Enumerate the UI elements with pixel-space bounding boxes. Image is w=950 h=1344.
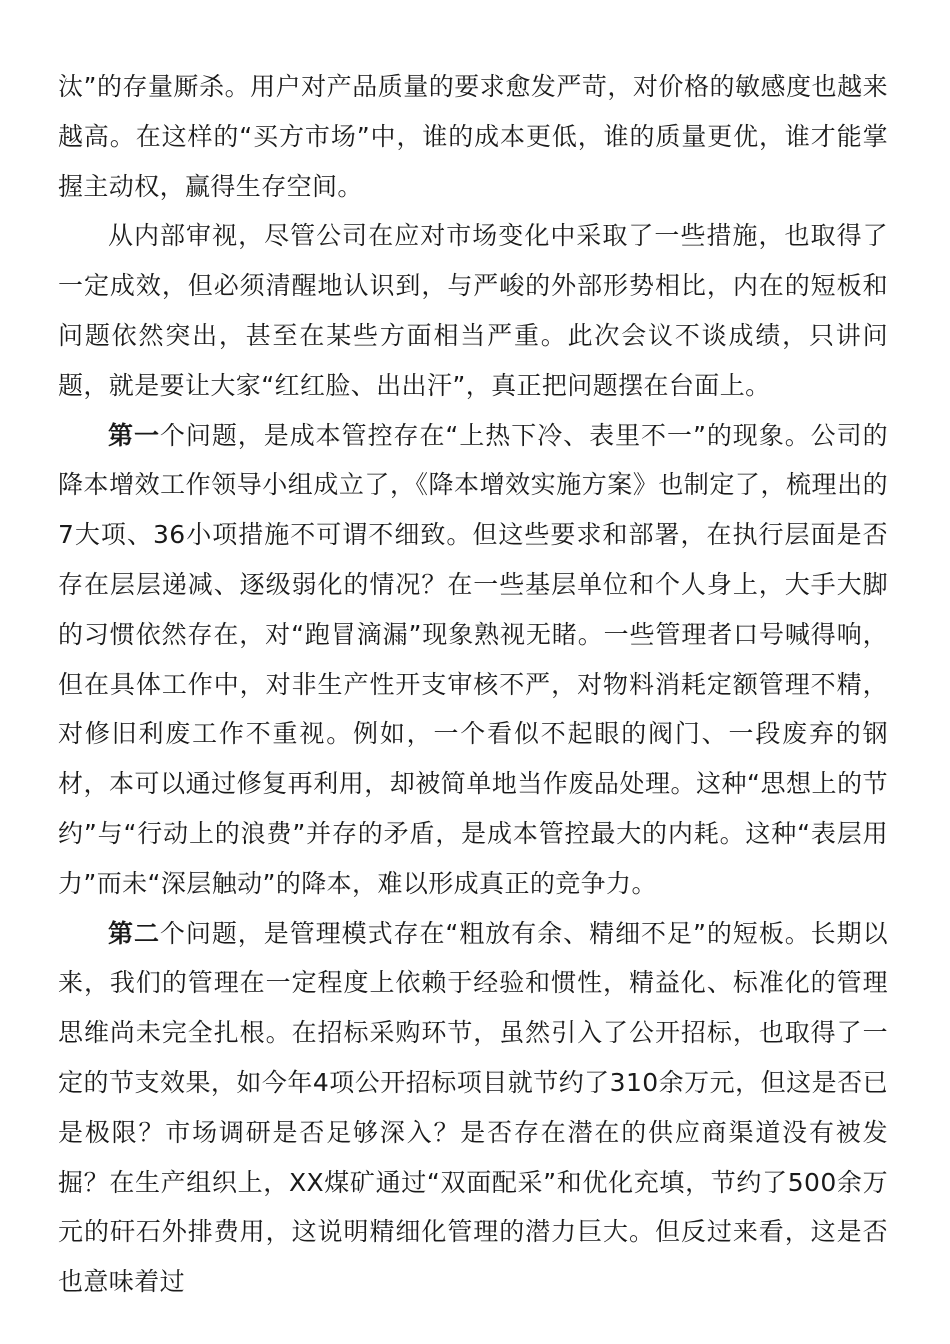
paragraph-4 [58, 909, 888, 1307]
paragraph-2-text: 从内部审视，尽管公司在应对市场变化中采取了一些措施，也取得了一定成效，但必须清醒地认识到，与严峻的外部形势相比，内在的短板和问题依然突出，甚至在某些方面相当严重。此次会议不谈成绩，只讲问题，就是要让大家“红红脸、出出汗”，真正把问题摆在台面上。 [58, 221, 888, 400]
paragraph-3 [58, 411, 888, 909]
paragraph-4-text: 个问题，是管理模式存在“粗放有余、精细不足”的短板。长期以来，我们的管理在一定程度上依赖于经验和惯性，精益化、标准化的管理思维尚未完全扎根。在招标采购环节，虽然引入了公开招标，也取得了一定的节支效果，如今年4项公开招标项目就节约了310余万元，但这是否已是极限？市场调研是否足够深入？是否存在潜在的供应商渠道没有被发掘？在生产组织上，XX煤矿通过“双面配采”和优化充填，节约了500余万元的矸石外排费用，这说明精细化管理的潜力巨大。但反过来看，这是否也意味着过 [58, 918, 888, 1297]
document-page [58, 62, 888, 1307]
paragraph-1 [58, 62, 888, 211]
paragraph-2 [58, 211, 888, 410]
paragraph-3-text: 个问题，是成本管控存在“上热下冷、表里不一”的现象。公司的降本增效工作领导小组成立了，《降本增效实施方案》也制定了，梳理出的7大项、36小项措施不可谓不细致。但这些要求和部署，在执行层面是否存在层层递减、逐级弱化的情况？在一些基层单位和个人身上，大手大脚的习惯依然存在，对“跑冒滴漏”现象熟视无睹。一些管理者口号喊得响，但在具体工作中，对非生产性开支审核不严，对物料消耗定额管理不精，对修旧利废工作不重视。例如，一个看似不起眼的阀门、一段废弃的钢材，本可以通过修复再利用，却被简单地当作废品处理。这种“思想上的节约”与“行动上的浪费”并存的矛盾，是成本管控最大的内耗。这种“表层用力”而未“深层触动”的降本，难以形成真正的竞争力。 [58, 420, 888, 898]
paragraph-1-text: 汰”的存量厮杀。用户对产品质量的要求愈发严苛，对价格的敏感度也越来越高。在这样的“买方市场”中，谁的成本更低，谁的质量更优，谁才能掌握主动权，赢得生存空间。 [58, 72, 888, 201]
paragraph-3-lead: 第一 [108, 420, 160, 450]
paragraph-4-lead: 第二 [108, 918, 160, 948]
